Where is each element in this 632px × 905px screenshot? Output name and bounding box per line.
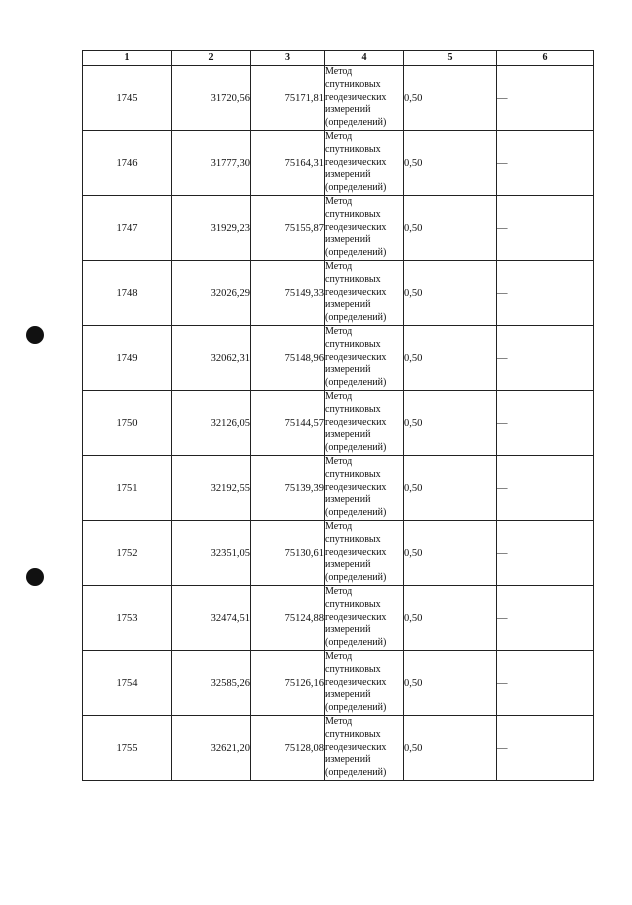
- table-row: [83, 456, 594, 521]
- y-coordinate-cell: 75139,39: [251, 456, 325, 521]
- note-cell: —: [497, 326, 594, 391]
- x-coordinate-cell: 32474,51: [172, 586, 251, 651]
- method-cell: Метод спутниковых геодезических измерений (определений): [325, 66, 404, 131]
- method-cell: Метод спутниковых геодезических измерений (определений): [325, 131, 404, 196]
- x-coordinate-cell: 32062,31: [172, 326, 251, 391]
- table-row: [83, 521, 594, 586]
- column-header: 6: [497, 51, 594, 66]
- y-coordinate-cell: 75171,81: [251, 66, 325, 131]
- note-cell: —: [497, 456, 594, 521]
- x-coordinate-cell: 32621,20: [172, 716, 251, 781]
- method-cell: Метод спутниковых геодезических измерений (определений): [325, 586, 404, 651]
- accuracy-cell: 0,50: [404, 326, 497, 391]
- x-coordinate-cell: 32585,26: [172, 651, 251, 716]
- x-coordinate-cell: 31777,30: [172, 131, 251, 196]
- y-coordinate-cell: 75164,31: [251, 131, 325, 196]
- accuracy-cell: 0,50: [404, 66, 497, 131]
- table-row: [83, 716, 594, 781]
- column-header: 3: [251, 51, 325, 66]
- method-cell: Метод спутниковых геодезических измерений (определений): [325, 196, 404, 261]
- table-row: [83, 651, 594, 716]
- method-cell: Метод спутниковых геодезических измерений (определений): [325, 261, 404, 326]
- column-header: 4: [325, 51, 404, 66]
- table-header-row: [83, 51, 594, 66]
- point-number-cell: 1754: [83, 651, 172, 716]
- accuracy-cell: 0,50: [404, 456, 497, 521]
- point-number-cell: 1750: [83, 391, 172, 456]
- accuracy-cell: 0,50: [404, 261, 497, 326]
- y-coordinate-cell: 75126,16: [251, 651, 325, 716]
- accuracy-cell: 0,50: [404, 586, 497, 651]
- table-row: [83, 131, 594, 196]
- point-number-cell: 1752: [83, 521, 172, 586]
- x-coordinate-cell: 31929,23: [172, 196, 251, 261]
- method-cell: Метод спутниковых геодезических измерений (определений): [325, 456, 404, 521]
- note-cell: —: [497, 586, 594, 651]
- y-coordinate-cell: 75148,96: [251, 326, 325, 391]
- table-row: [83, 326, 594, 391]
- point-number-cell: 1753: [83, 586, 172, 651]
- accuracy-cell: 0,50: [404, 521, 497, 586]
- note-cell: —: [497, 716, 594, 781]
- accuracy-cell: 0,50: [404, 651, 497, 716]
- point-number-cell: 1746: [83, 131, 172, 196]
- accuracy-cell: 0,50: [404, 391, 497, 456]
- x-coordinate-cell: 32026,29: [172, 261, 251, 326]
- note-cell: —: [497, 521, 594, 586]
- method-cell: Метод спутниковых геодезических измерений (определений): [325, 326, 404, 391]
- note-cell: —: [497, 66, 594, 131]
- method-cell: Метод спутниковых геодезических измерений (определений): [325, 391, 404, 456]
- column-header: 5: [404, 51, 497, 66]
- point-number-cell: 1748: [83, 261, 172, 326]
- point-number-cell: 1745: [83, 66, 172, 131]
- table-row: [83, 196, 594, 261]
- table-row: [83, 391, 594, 456]
- point-number-cell: 1747: [83, 196, 172, 261]
- y-coordinate-cell: 75128,08: [251, 716, 325, 781]
- note-cell: —: [497, 651, 594, 716]
- method-cell: Метод спутниковых геодезических измерений (определений): [325, 521, 404, 586]
- table-row: [83, 586, 594, 651]
- x-coordinate-cell: 32126,05: [172, 391, 251, 456]
- column-header: 2: [172, 51, 251, 66]
- table-body: [83, 66, 594, 781]
- table-row: [83, 261, 594, 326]
- note-cell: —: [497, 131, 594, 196]
- point-number-cell: 1751: [83, 456, 172, 521]
- accuracy-cell: 0,50: [404, 716, 497, 781]
- y-coordinate-cell: 75155,87: [251, 196, 325, 261]
- point-number-cell: 1755: [83, 716, 172, 781]
- x-coordinate-cell: 31720,56: [172, 66, 251, 131]
- y-coordinate-cell: 75130,61: [251, 521, 325, 586]
- note-cell: —: [497, 196, 594, 261]
- method-cell: Метод спутниковых геодезических измерений (определений): [325, 716, 404, 781]
- coordinates-table: [82, 50, 594, 781]
- method-cell: Метод спутниковых геодезических измерений (определений): [325, 651, 404, 716]
- point-number-cell: 1749: [83, 326, 172, 391]
- accuracy-cell: 0,50: [404, 196, 497, 261]
- y-coordinate-cell: 75124,88: [251, 586, 325, 651]
- punch-hole: [26, 568, 44, 586]
- table-row: [83, 66, 594, 131]
- column-header: 1: [83, 51, 172, 66]
- accuracy-cell: 0,50: [404, 131, 497, 196]
- note-cell: —: [497, 261, 594, 326]
- y-coordinate-cell: 75149,33: [251, 261, 325, 326]
- y-coordinate-cell: 75144,57: [251, 391, 325, 456]
- punch-hole: [26, 326, 44, 344]
- note-cell: —: [497, 391, 594, 456]
- x-coordinate-cell: 32192,55: [172, 456, 251, 521]
- x-coordinate-cell: 32351,05: [172, 521, 251, 586]
